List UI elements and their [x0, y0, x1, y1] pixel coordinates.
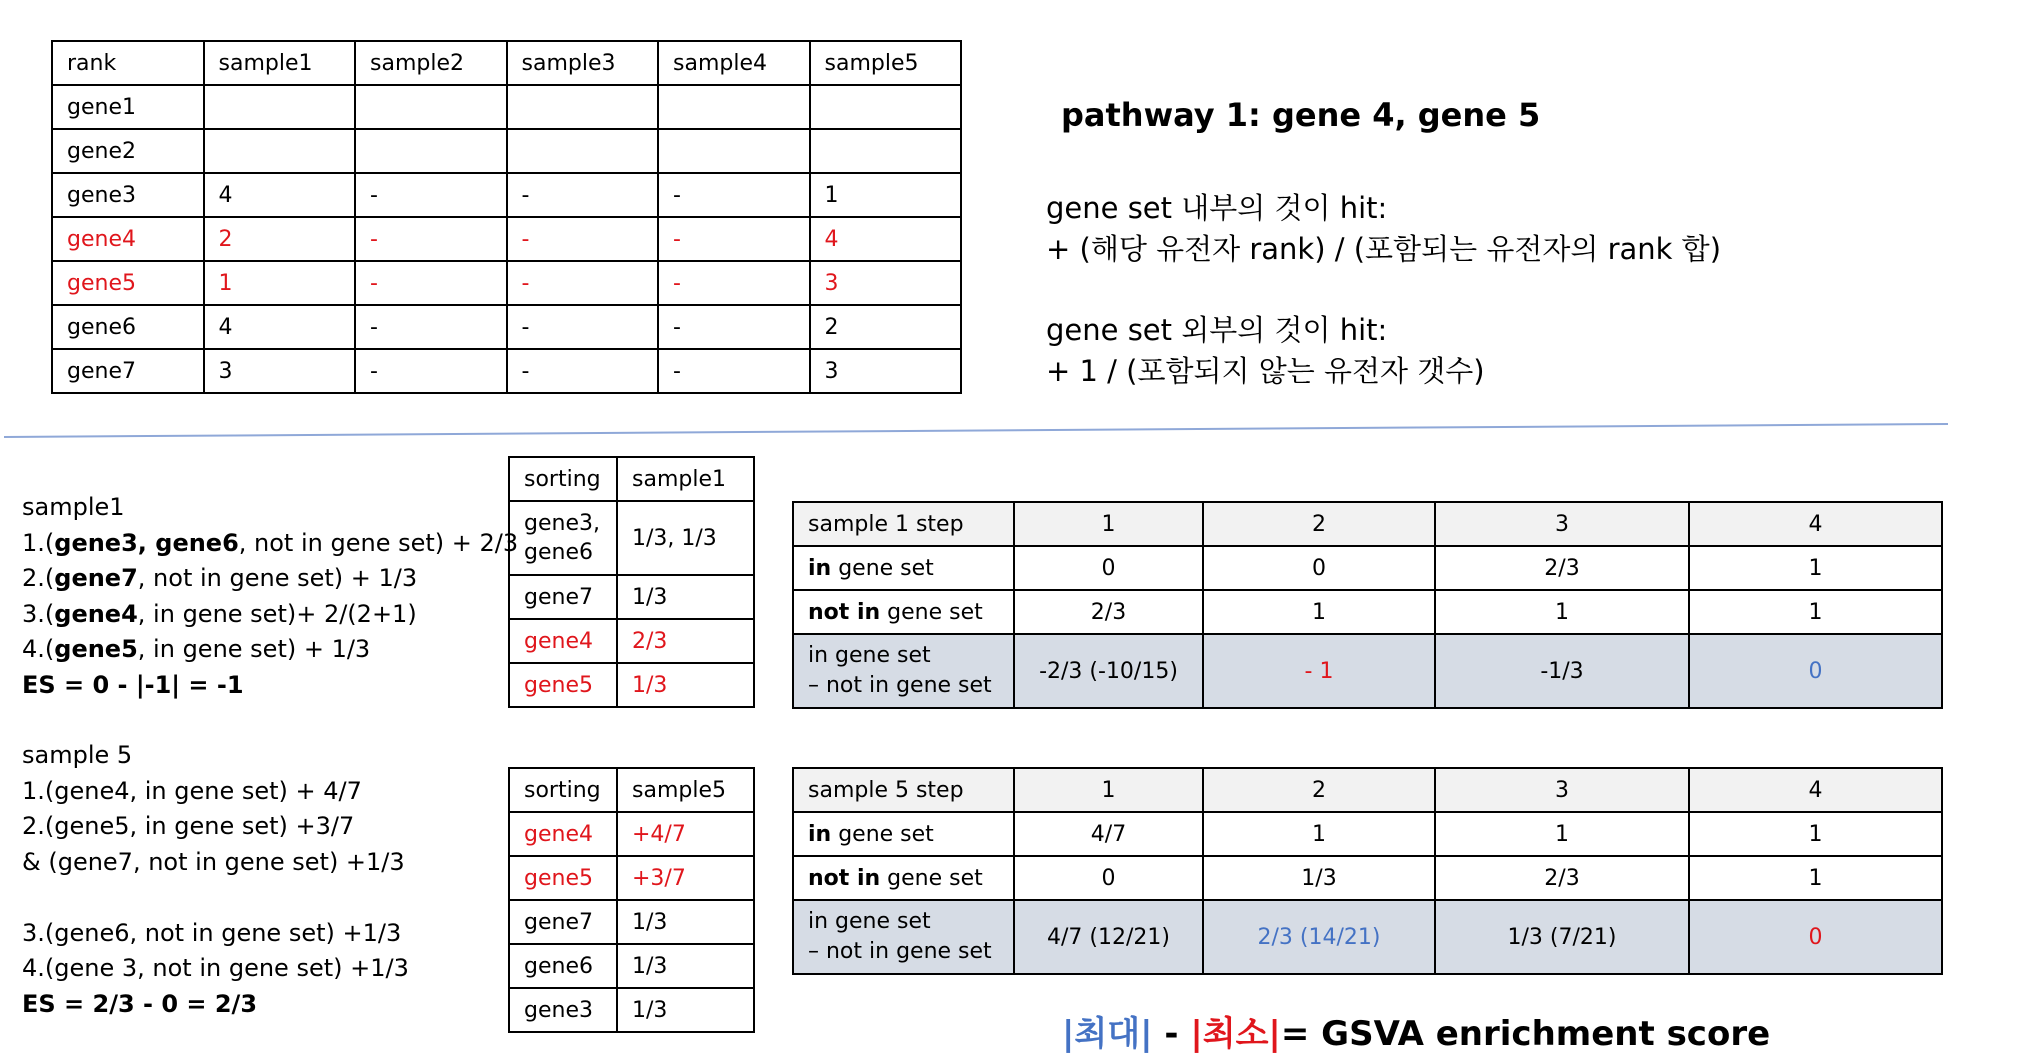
rank-header-cell: sample5: [810, 41, 962, 85]
sorting-value-cell: +3/7: [617, 856, 754, 900]
rank-cell: -: [355, 349, 507, 393]
row-label-line: in gene set: [808, 909, 931, 934]
min-term: |최소|: [1190, 1014, 1281, 1054]
step-table-sample5: [792, 767, 1943, 975]
rank-cell: 4: [204, 305, 356, 349]
rank-cell: -: [658, 305, 810, 349]
step-header-cell: 2: [1203, 768, 1435, 812]
row-label-rest: gene set: [880, 599, 983, 625]
calc-text: , not in gene set) + 2/3: [238, 528, 519, 557]
step-cell: 4/7 (12/21): [1014, 900, 1203, 974]
calc-step: 4.(gene 3, not in gene set) +1/3: [22, 954, 409, 982]
formula-rest: = GSVA enrichment score: [1280, 1014, 1771, 1054]
sorting-row-highlight: [509, 812, 754, 856]
step-cell: 1: [1689, 812, 1942, 856]
not-in-gene-set-row: [793, 590, 1942, 634]
rank-header-row: [52, 41, 961, 85]
inside-rule-line1: gene set 내부의 것이 hit:: [1046, 191, 1388, 225]
calc-step: [22, 597, 518, 633]
rank-cell: [355, 85, 507, 129]
row-label-bold: not in: [808, 865, 881, 891]
row-label-rest: gene set: [880, 865, 983, 891]
calc-step: 3.(gene6, not in gene set) +1/3: [22, 918, 402, 947]
row-label-rest: gene set: [831, 821, 934, 847]
sorting-gene-cell: gene7: [509, 575, 617, 619]
calc-step: [22, 561, 518, 597]
in-gene-set-row: [793, 812, 1942, 856]
rank-cell: [507, 129, 659, 173]
row-label-rest: gene set: [831, 555, 934, 581]
difference-row: [793, 634, 1942, 708]
calc-step: [22, 526, 518, 562]
rank-cell: -: [355, 217, 507, 261]
enrichment-score: ES = 0 - |-1| = -1: [22, 670, 244, 699]
rank-cell: -: [507, 173, 659, 217]
step-header-cell: 2: [1203, 502, 1435, 546]
sample1-calculation: [22, 490, 518, 703]
gene-cell: gene5: [52, 261, 204, 305]
sorting-value-cell: 1/3: [617, 944, 754, 988]
rank-cell: [810, 129, 962, 173]
sorting-gene-cell: [509, 501, 617, 575]
sorting-value-cell: 2/3: [617, 619, 754, 663]
step-header-cell: sample 5 step: [793, 768, 1014, 812]
outside-hit-rule: [1046, 310, 1485, 392]
gene-cell: gene1: [52, 85, 204, 129]
sorting-row: [509, 988, 754, 1032]
row-label-line: – not in gene set: [808, 673, 992, 698]
calc-gene-bold: gene3, gene6: [54, 528, 239, 557]
rank-cell: [355, 129, 507, 173]
rank-header-cell: sample1: [204, 41, 356, 85]
outside-rule-line2: + 1 / (포함되지 않는 유전자 갯수): [1046, 354, 1485, 388]
rank-cell: -: [658, 173, 810, 217]
rank-row: [52, 305, 961, 349]
rank-cell: -: [658, 261, 810, 305]
rank-cell: -: [355, 305, 507, 349]
step-cell: 1: [1689, 546, 1942, 590]
rank-cell: [507, 85, 659, 129]
rank-row: [52, 173, 961, 217]
step-cell: 4/7: [1014, 812, 1203, 856]
rank-header-cell: sample3: [507, 41, 659, 85]
step-header-cell: 4: [1689, 768, 1942, 812]
not-in-gene-set-row: [793, 856, 1942, 900]
step-header-row: [793, 768, 1942, 812]
sorting-gene-cell: gene7: [509, 900, 617, 944]
rank-cell: [204, 129, 356, 173]
step-header-cell: 4: [1689, 502, 1942, 546]
in-gene-set-row: [793, 546, 1942, 590]
calc-spacer: [22, 880, 409, 916]
sorting-gene-cell: gene3: [509, 988, 617, 1032]
calc-step: 1.(gene4, in gene set) + 4/7: [22, 776, 362, 805]
step-cell: 1: [1435, 590, 1689, 634]
sorting-gene-cell: gene5: [509, 663, 617, 707]
sorting-header-row: [509, 768, 754, 812]
sorting-table-sample5: [508, 767, 755, 1033]
sorting-row-highlight: [509, 619, 754, 663]
step-cell-max: 0: [1689, 634, 1942, 708]
inside-rule-line2: + (해당 유전자 rank) / (포함되는 유전자의 rank 합): [1046, 232, 1722, 266]
sorting-header-row: [509, 457, 754, 501]
step-cell: 1: [1203, 812, 1435, 856]
rank-cell: 1: [204, 261, 356, 305]
gene-cell: gene6: [52, 305, 204, 349]
rank-cell: -: [658, 349, 810, 393]
step-cell: 1: [1203, 590, 1435, 634]
rank-row: [52, 129, 961, 173]
gene-cell: gene7: [52, 349, 204, 393]
sorting-table-sample1: [508, 456, 755, 708]
calc-gene-bold: gene4: [54, 599, 138, 628]
pathway-title: pathway 1: gene 4, gene 5: [1061, 96, 1541, 134]
gene-cell: gene3: [52, 173, 204, 217]
step-cell: 1: [1689, 856, 1942, 900]
step-cell: 2/3: [1435, 546, 1689, 590]
sorting-value-cell: 1/3: [617, 900, 754, 944]
row-label-bold: not in: [808, 599, 881, 625]
rank-cell: -: [507, 349, 659, 393]
step-cell: 1/3 (7/21): [1435, 900, 1689, 974]
sorting-value-cell: 1/3: [617, 575, 754, 619]
calc-text: 1.(: [22, 528, 55, 557]
outside-rule-line1: gene set 외부의 것이 hit:: [1046, 313, 1388, 347]
sorting-row-highlight: [509, 856, 754, 900]
rank-cell: [204, 85, 356, 129]
rank-row-highlight: [52, 261, 961, 305]
step-table-sample1: [792, 501, 1943, 709]
rank-cell: 2: [810, 305, 962, 349]
step-cell: 1: [1689, 590, 1942, 634]
calc-text: , in gene set) + 1/3: [137, 635, 371, 663]
sorting-gene-cell: gene6: [509, 944, 617, 988]
inside-hit-rule: [1046, 188, 1721, 270]
sorting-value-cell: 1/3, 1/3: [617, 501, 754, 575]
row-label-bold: in: [808, 821, 832, 847]
rank-header-cell: sample2: [355, 41, 507, 85]
step-header-cell: 1: [1014, 502, 1203, 546]
calc-text: 3.(: [22, 599, 55, 628]
sorting-gene-text: gene6: [524, 540, 593, 565]
rank-cell: -: [355, 261, 507, 305]
step-cell: 2/3: [1435, 856, 1689, 900]
rank-cell: -: [507, 261, 659, 305]
calc-step: 2.(gene5, in gene set) +3/7: [22, 812, 355, 840]
calc-text: , in gene set)+ 2/(2+1): [137, 599, 417, 628]
sorting-gene-cell: gene4: [509, 619, 617, 663]
calc-text: 4.(: [22, 635, 55, 663]
sorting-row: [509, 501, 754, 575]
step-cell: 1/3: [1203, 856, 1435, 900]
rank-header-cell: rank: [52, 41, 204, 85]
row-label: [793, 856, 1014, 900]
sorting-row: [509, 575, 754, 619]
rank-row: [52, 349, 961, 393]
step-header-cell: 1: [1014, 768, 1203, 812]
row-label: [793, 634, 1014, 708]
rank-row: [52, 85, 961, 129]
calc-title: sample 5: [22, 741, 133, 769]
calc-text: , not in gene set) + 1/3: [137, 564, 418, 592]
row-label-line: – not in gene set: [808, 939, 992, 964]
step-header-cell: sample 1 step: [793, 502, 1014, 546]
step-header-cell: 3: [1435, 502, 1689, 546]
rank-cell: 3: [810, 261, 962, 305]
step-cell-min: - 1: [1203, 634, 1435, 708]
gene-cell: gene2: [52, 129, 204, 173]
step-cell: 0: [1014, 546, 1203, 590]
sorting-row: [509, 900, 754, 944]
calc-step: & (gene7, not in gene set) +1/3: [22, 847, 405, 876]
sorting-row-highlight: [509, 663, 754, 707]
sorting-header-cell: sample1: [617, 457, 754, 501]
calc-gene-bold: gene5: [54, 635, 138, 663]
row-label-line: in gene set: [808, 643, 931, 668]
calc-gene-bold: gene7: [54, 564, 138, 592]
sorting-row: [509, 944, 754, 988]
difference-row: [793, 900, 1942, 974]
step-cell-min: 0: [1689, 900, 1942, 974]
rank-cell: -: [507, 305, 659, 349]
sorting-header-cell: sorting: [509, 457, 617, 501]
calc-title: sample1: [22, 493, 125, 521]
calc-text: 2.(: [22, 564, 55, 592]
sorting-gene-cell: gene5: [509, 856, 617, 900]
step-cell: 0: [1014, 856, 1203, 900]
rank-header-cell: sample4: [658, 41, 810, 85]
sorting-value-cell: 1/3: [617, 663, 754, 707]
row-label: [793, 590, 1014, 634]
rank-cell: 4: [204, 173, 356, 217]
sorting-header-cell: sample5: [617, 768, 754, 812]
rank-cell: -: [658, 217, 810, 261]
step-cell: 2/3: [1014, 590, 1203, 634]
gene-cell: gene4: [52, 217, 204, 261]
rank-cell: [658, 85, 810, 129]
rank-cell: -: [355, 173, 507, 217]
rank-cell: [658, 129, 810, 173]
rank-cell: -: [507, 217, 659, 261]
step-cell-max: 2/3 (14/21): [1203, 900, 1435, 974]
step-cell: 1: [1435, 812, 1689, 856]
rank-cell: [810, 85, 962, 129]
step-header-row: [793, 502, 1942, 546]
sorting-gene-text: gene3,: [524, 511, 600, 536]
rank-table: [51, 40, 962, 394]
step-header-cell: 3: [1435, 768, 1689, 812]
enrichment-score: ES = 2/3 - 0 = 2/3: [22, 989, 258, 1018]
max-term: |최대|: [1062, 1014, 1153, 1054]
rank-cell: 4: [810, 217, 962, 261]
row-label: [793, 900, 1014, 974]
sorting-gene-cell: gene4: [509, 812, 617, 856]
calc-step: [22, 632, 518, 668]
row-label-bold: in: [808, 555, 832, 581]
rank-cell: 2: [204, 217, 356, 261]
step-cell: -2/3 (-10/15): [1014, 634, 1203, 708]
gsva-formula: [1062, 1006, 1770, 1055]
row-label: [793, 812, 1014, 856]
rank-cell: 3: [204, 349, 356, 393]
rank-row-highlight: [52, 217, 961, 261]
sorting-header-cell: sorting: [509, 768, 617, 812]
rank-cell: 3: [810, 349, 962, 393]
step-cell: 0: [1203, 546, 1435, 590]
step-cell: -1/3: [1435, 634, 1689, 708]
sorting-value-cell: 1/3: [617, 988, 754, 1032]
rank-cell: 1: [810, 173, 962, 217]
row-label: [793, 546, 1014, 590]
sorting-value-cell: +4/7: [617, 812, 754, 856]
minus-sign: -: [1152, 1014, 1191, 1054]
divider-line: [4, 424, 1948, 437]
sample5-calculation: [22, 738, 409, 1022]
